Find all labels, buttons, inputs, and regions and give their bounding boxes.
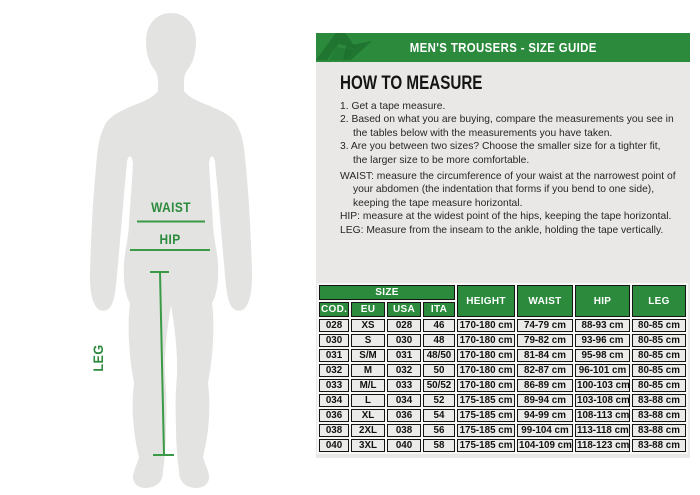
table-cell: 040: [387, 439, 421, 452]
table-row: [319, 394, 686, 407]
table-cell: 036: [319, 409, 349, 422]
table-cell: 175-185 cm: [457, 424, 515, 437]
table-cell: 038: [319, 424, 349, 437]
table-row: [319, 349, 686, 362]
table-cell: 79-82 cm: [517, 334, 573, 347]
table-cell: 033: [319, 379, 349, 392]
table-cell: 80-85 cm: [632, 334, 686, 347]
col-header-leg: LEG: [632, 285, 686, 317]
table-cell: 99-104 cm: [517, 424, 573, 437]
table-cell: L: [351, 394, 385, 407]
size-table: [317, 283, 688, 454]
size-table-body: [319, 319, 686, 452]
col-header-height: HEIGHT: [457, 285, 515, 317]
table-cell: 104-109 cm: [519, 440, 572, 451]
table-row: [319, 424, 686, 437]
title-bar: [316, 33, 690, 62]
col-header-usa: USA: [387, 302, 421, 317]
col-header-waist: WAIST: [517, 285, 573, 317]
table-cell: 82-87 cm: [517, 364, 573, 377]
table-cell: 80-85 cm: [632, 349, 686, 362]
measure-step: 2. Based on what you are buying, compare the measurements you see in the tables below with the measurements you have taken.: [340, 114, 674, 139]
table-cell: 103-108 cm: [577, 395, 630, 406]
table-cell: 93-96 cm: [575, 334, 630, 347]
table-cell: 038: [387, 424, 421, 437]
table-cell: 032: [387, 364, 421, 377]
table-cell: 46: [423, 319, 455, 332]
table-cell: 036: [387, 409, 421, 422]
table-cell: 83-88 cm: [632, 424, 686, 437]
table-cell: 033: [387, 379, 421, 392]
table-cell: 040: [319, 439, 349, 452]
table-row: [319, 409, 686, 422]
table-cell: 86-89 cm: [517, 379, 573, 392]
table-cell: 170-180 cm: [457, 349, 515, 362]
size-group-header: SIZE: [319, 285, 455, 300]
table-cell: 83-88 cm: [632, 409, 686, 422]
hip-label: HIP: [159, 231, 181, 247]
table-row: [319, 334, 686, 347]
table-cell: 175-185 cm: [457, 439, 515, 452]
table-row: [319, 319, 686, 332]
table-cell: 028: [319, 319, 349, 332]
size-table-head: [319, 285, 686, 317]
table-cell: 031: [387, 349, 421, 362]
measure-note: LEG: Measure from the inseam to the ankle, holding the tape vertically.: [340, 224, 664, 236]
page-title: MEN'S TROUSERS - SIZE GUIDE: [409, 40, 597, 55]
table-cell: 170-180 cm: [457, 379, 515, 392]
table-cell: 030: [319, 334, 349, 347]
table-row: [319, 379, 686, 392]
table-cell: 034: [387, 394, 421, 407]
measure-note: WAIST: measure the circumference of your waist at the narrowest point of your abdomen (the indentation that forms if you bend to one side), keeping the tape measure horizontal.: [340, 171, 676, 209]
table-cell: 030: [387, 334, 421, 347]
how-to-measure-heading: HOW TO MEASURE: [340, 73, 483, 94]
table-cell: 100-103 cm: [577, 380, 630, 391]
table-cell: XS: [351, 319, 385, 332]
table-cell: 50/52: [423, 379, 455, 392]
measure-step: 3. Are you between two sizes? Choose the smaller size for a tighter fit, the larger size to be more comfortable.: [340, 141, 661, 166]
col-header-cod: COD.: [321, 304, 348, 315]
table-cell: XL: [351, 409, 385, 422]
table-row: [319, 364, 686, 377]
measure-step: 1. Get a tape measure.: [340, 101, 446, 112]
table-cell: 031: [319, 349, 349, 362]
table-cell: M: [351, 364, 385, 377]
col-header-hip: HIP: [575, 285, 630, 317]
table-cell: 113-118 cm: [577, 425, 629, 436]
table-cell: 034: [319, 394, 349, 407]
table-cell: M/L: [351, 379, 385, 392]
body-measurement-diagram: [60, 5, 300, 493]
table-cell: 170-180 cm: [457, 334, 515, 347]
table-cell: 48/50: [423, 349, 455, 362]
table-cell: 83-88 cm: [632, 394, 686, 407]
col-header-ita: ITA: [423, 302, 455, 317]
leg-label: LEG: [90, 344, 106, 372]
content-panel: [316, 62, 690, 458]
measure-note: HIP: measure at the widest point of the hips, keeping the tape horizontal.: [340, 211, 672, 223]
table-cell: 028: [387, 319, 421, 332]
table-cell: 2XL: [351, 424, 385, 437]
table-cell: 81-84 cm: [517, 349, 573, 362]
table-cell: 50: [423, 364, 455, 377]
table-cell: 80-85 cm: [632, 364, 686, 377]
table-cell: 80-85 cm: [632, 379, 686, 392]
col-header-eu: EU: [351, 302, 385, 317]
table-cell: 48: [423, 334, 455, 347]
table-cell: 175-185 cm: [457, 409, 515, 422]
male-silhouette: [60, 5, 300, 493]
table-cell: 3XL: [351, 439, 385, 452]
measure-steps: [340, 100, 676, 167]
table-cell: 170-180 cm: [457, 364, 515, 377]
table-cell: 170-180 cm: [457, 319, 515, 332]
table-cell: 88-93 cm: [575, 319, 630, 332]
table-cell: 74-79 cm: [517, 319, 573, 332]
table-cell: 89-94 cm: [517, 394, 573, 407]
table-cell: 54: [423, 409, 455, 422]
waist-label: WAIST: [151, 199, 191, 215]
measure-notes: [340, 170, 678, 237]
table-cell: 83-88 cm: [632, 439, 686, 452]
table-cell: 175-185 cm: [457, 394, 515, 407]
table-cell: 032: [319, 364, 349, 377]
table-row: [319, 439, 686, 452]
table-cell: 80-85 cm: [632, 319, 686, 332]
table-cell: S: [351, 334, 385, 347]
table-cell: 58: [423, 439, 455, 452]
table-cell: 95-98 cm: [575, 349, 630, 362]
table-cell: 108-113 cm: [577, 410, 630, 421]
table-cell: 94-99 cm: [517, 409, 573, 422]
table-cell: 118-123 cm: [577, 440, 630, 451]
brand-logo-icon: [316, 33, 375, 62]
table-cell: 52: [423, 394, 455, 407]
table-cell: 56: [423, 424, 455, 437]
table-cell: 96-101 cm: [575, 364, 630, 377]
table-cell: S/M: [351, 349, 385, 362]
